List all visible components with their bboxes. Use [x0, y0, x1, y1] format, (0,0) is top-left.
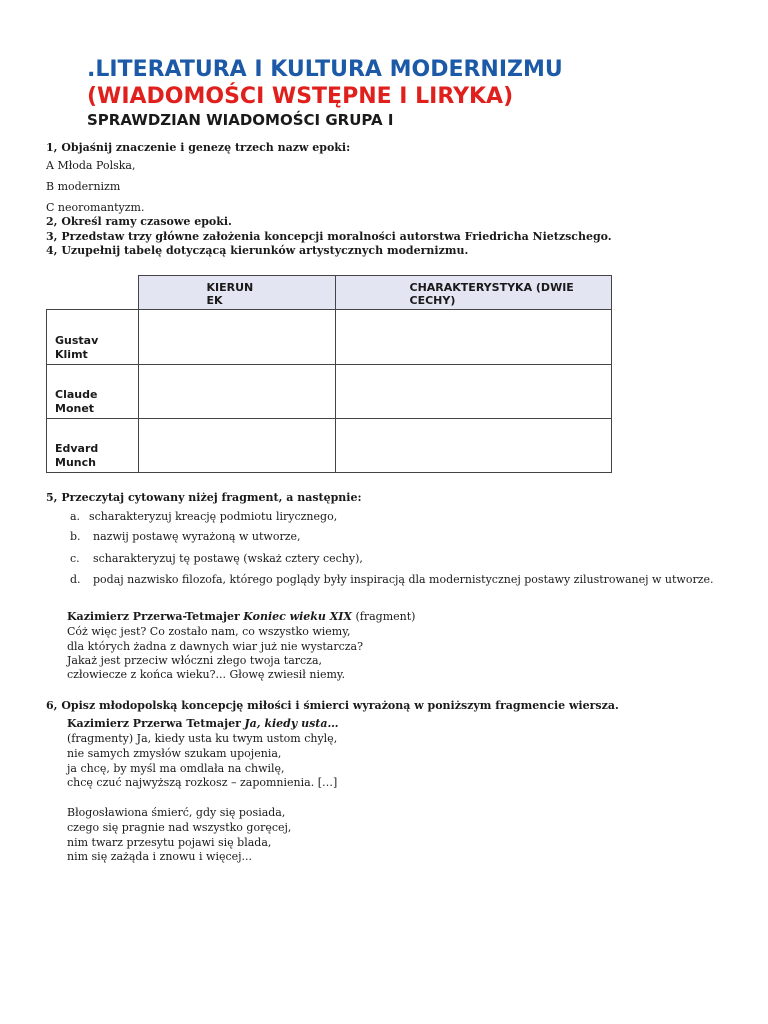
- list-marker: a.: [70, 510, 81, 523]
- row-label-line2: Klimt: [55, 348, 88, 361]
- question-3: 3, Przedstaw trzy główne założenia koncepcji moralności autorstwa Friedricha Nietzschego.: [46, 230, 612, 243]
- table-row: [47, 365, 612, 419]
- poem-line: nim twarz przesytu pojawi się blada,: [67, 836, 272, 849]
- header-characteristics-line2: CECHY): [409, 294, 456, 307]
- table-header-direction: [138, 276, 335, 310]
- poem-line: chcę czuć najwyższą rozkosz – zapomnienia. […]: [67, 776, 338, 789]
- answer-cell-characteristics[interactable]: [335, 310, 611, 365]
- row-label-line2: Monet: [55, 402, 95, 415]
- header-direction-line1: KIERUN: [206, 281, 254, 294]
- row-label-monet: [47, 365, 139, 419]
- poem-line: nie samych zmysłów szukam upojenia,: [67, 747, 282, 760]
- header-direction-line2: EK: [206, 294, 223, 307]
- poem-2-author: Kazimierz Przerwa Tetmajer: [67, 717, 241, 730]
- table-header-characteristics: [335, 276, 611, 310]
- question-1-option-a: A Młoda Polska,: [46, 159, 136, 172]
- poem-line: czego się pragnie nad wszystko goręcej,: [67, 821, 292, 834]
- table-row: [47, 310, 612, 365]
- answer-cell-direction[interactable]: [138, 419, 335, 473]
- question-1-option-b: B modernizm: [46, 180, 121, 193]
- poem-line: (fragmenty) Ja, kiedy usta ku twym ustom chylę,: [67, 732, 338, 745]
- row-label-line1: Claude: [55, 388, 98, 401]
- row-label-line2: Munch: [55, 456, 96, 469]
- question-1: 1, Objaśnij znaczenie i genezę trzech nazw epoki:: [46, 141, 351, 154]
- row-label-line1: Gustav: [55, 334, 99, 347]
- test-heading: SPRAWDZIAN WIADOMOŚCI GRUPA I: [87, 111, 394, 129]
- list-item: scharakteryzuj tę postawę (wskaż cztery cechy),: [93, 552, 363, 565]
- row-label-line1: Edvard: [55, 442, 99, 455]
- poem-2-title: Ja, kiedy usta…: [244, 717, 339, 730]
- question-4: 4, Uzupełnij tabelę dotyczącą kierunków artystycznych modernizmu.: [46, 244, 469, 257]
- row-label-munch: [47, 419, 139, 473]
- question-1-option-c: C neoromantyzm.: [46, 201, 145, 214]
- answer-cell-characteristics[interactable]: [335, 365, 611, 419]
- list-marker: b.: [70, 530, 81, 543]
- table-row: [47, 419, 612, 473]
- page-title: .LITERATURA I KULTURA MODERNIZMU: [87, 57, 563, 82]
- poem-1-author: Kazimierz Przerwa-Tetmajer: [67, 610, 240, 623]
- poem-line: dla których żadna z dawnych wiar już nie wystarcza?: [67, 640, 363, 653]
- poem-1-title: Koniec wieku XIX: [243, 610, 352, 623]
- poem-line: Cóż więc jest? Co zostało nam, co wszystko wiemy,: [67, 625, 351, 638]
- poem-line: nim się zażąda i znowu i więcej...: [67, 850, 253, 863]
- list-marker: c.: [70, 552, 80, 565]
- movements-table: [46, 275, 612, 473]
- question-6: 6, Opisz młodopolską koncepcję miłości i śmierci wyrażoną w poniższym fragmencie wiersza.: [46, 699, 619, 712]
- question-5: 5, Przeczytaj cytowany niżej fragment, a następnie:: [46, 491, 362, 504]
- table-corner: [47, 276, 139, 310]
- poem-line: człowiecze z końca wieku?... Głowę zwiesił niemy.: [67, 668, 346, 681]
- answer-cell-direction[interactable]: [138, 310, 335, 365]
- poem-line: Błogosławiona śmierć, gdy się posiada,: [67, 806, 286, 819]
- poem-line: ja chcę, by myśl ma omdlała na chwilę,: [67, 762, 285, 775]
- list-item: nazwij postawę wyrażoną w utworze,: [93, 530, 301, 543]
- row-label-klimt: [47, 310, 139, 365]
- answer-cell-direction[interactable]: [138, 365, 335, 419]
- list-item: scharakteryzuj kreację podmiotu lirycznego,: [89, 510, 338, 523]
- question-2: 2, Określ ramy czasowe epoki.: [46, 215, 232, 228]
- table-header-row: [47, 276, 612, 310]
- header-characteristics-line1: CHARAKTERYSTYKA (DWIE: [409, 281, 574, 294]
- poem-2-heading: [67, 716, 339, 731]
- list-item: podaj nazwisko filozofa, którego poglądy były inspiracją dla modernistycznej postawy zilustrowanej w utworze.: [93, 573, 714, 586]
- poem-line: Jakaż jest przeciw włóczni złego twoja tarcza,: [67, 654, 323, 667]
- poem-1-note: (fragment): [355, 610, 416, 623]
- poem-1-heading: [67, 609, 415, 624]
- page-subtitle: (WIADOMOŚCI WSTĘPNE I LIRYKA): [87, 84, 514, 109]
- answer-cell-characteristics[interactable]: [335, 419, 611, 473]
- list-marker: d.: [70, 573, 81, 586]
